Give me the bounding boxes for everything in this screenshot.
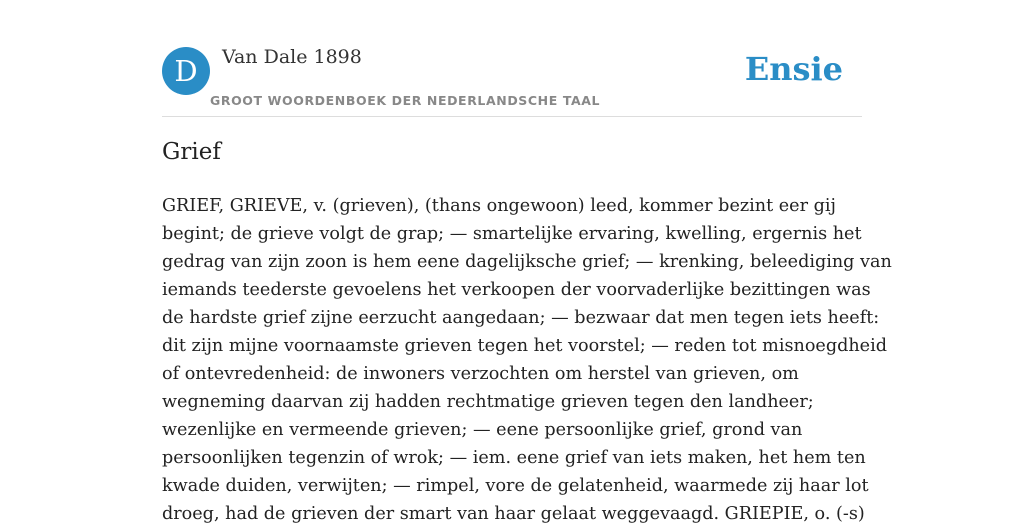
ensie-brand-logo[interactable]: Ensie: [744, 50, 843, 88]
definition-line: of ontevredenheid: de inwoners verzochten om herstel van grieven, om: [162, 364, 799, 384]
definition-line: kwade duiden, verwijten; — rimpel, vore de gelatenheid, waarmede zij haar lot: [162, 476, 869, 496]
dictionary-name-link[interactable]: Van Dale 1898: [222, 46, 362, 68]
definition-line: iemands teederste gevoelens het verkoopen der voorvaderlijke bezittingen was: [162, 280, 871, 300]
definition-line: begint; de grieve volgt de grap; — smartelijke ervaring, kwelling, ergernis het: [162, 224, 862, 244]
definition-line: droeg, had de grieven der smart van haar gelaat weggevaagd. GRIEPIE, o. (-s): [162, 504, 865, 524]
definition-line: gedrag van zijn zoon is hem eene dagelijksche grief; — krenking, beleediging van: [162, 252, 892, 272]
dictionary-subtitle: GROOT WOORDENBOEK DER NEDERLANDSCHE TAAL: [210, 93, 601, 108]
definition-line: persoonlijken tegenzin of wrok; — iem. eene grief van iets maken, het hem ten: [162, 448, 866, 468]
entry-definition: [162, 192, 892, 528]
definition-line: GRIEF, GRIEVE, v. (grieven), (thans ongewoon) leed, kommer bezint eer gij: [162, 196, 836, 216]
site-header: [162, 0, 862, 117]
definition-line: de hardste grief zijne eerzucht aangedaan; — bezwaar dat men tegen iets heeft:: [162, 308, 880, 328]
definition-line: dit zijn mijne voornaamste grieven tegen het voorstel; — reden tot misnoegdheid: [162, 336, 887, 356]
dictionary-logo[interactable]: D: [162, 47, 210, 95]
entry-title: Grief: [162, 139, 221, 165]
definition-line: wezenlijke en vermeende grieven; — eene persoonlijke grief, grond van: [162, 420, 803, 440]
definition-line: wegneming daarvan zij hadden rechtmatige grieven tegen den landheer;: [162, 392, 814, 412]
